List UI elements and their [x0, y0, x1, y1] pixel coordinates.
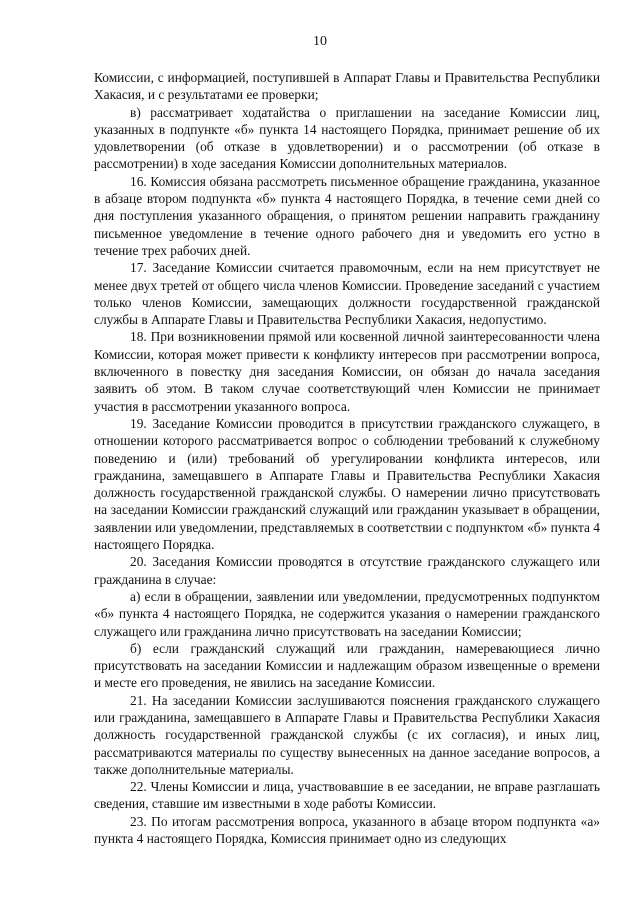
paragraph: 18. При возникновении прямой или косвенной личной заинтересованности члена Комиссии, которая может привести к конфликту интересов при рассмотрении вопроса, включенного в повестку дня заседания Комиссии, он обязан до начала заседания заявить об этом. В таком случае соответствующий член Комиссии не принимает участия в рассмотрении указанного вопроса. — [94, 329, 600, 414]
paragraph: 20. Заседания Комиссии проводятся в отсутствие гражданского служащего или гражданина в случае: — [94, 554, 600, 587]
document-body — [94, 69, 600, 847]
paragraph: 19. Заседание Комиссии проводится в присутствии гражданского служащего, в отношении которого рассматривается вопрос о соблюдении требований к служебному поведению и (или) требований об урегулировании конфликта интересов, или гражданина, замещавшего в Аппарате Главы и Правительства Республики Хакасия должность государственной гражданской службы. О намерении лично присутствовать на заседании Комиссии гражданский служащий или гражданин указывает в обращении, заявлении или уведомлении, представляемых в соответствии с подпунктом «б» пункта 4 настоящего Порядка. — [94, 415, 600, 553]
paragraph: 16. Комиссия обязана рассмотреть письменное обращение гражданина, указанное в абзаце втором подпункта «б» пункта 4 настоящего Порядка, в течение семи дней со дня поступления указанного обращения, о принятом решении направить гражданину письменное уведомление в течение одного рабочего дня и уведомить его устно в течение трех рабочих дней. — [94, 173, 600, 258]
paragraph: 17. Заседание Комиссии считается правомочным, если на нем присутствует не менее двух третей от общего числа членов Комиссии. Проведение заседаний с участием только членов Комиссии, замещающих должности государственной гражданской службы в Аппарате Главы и Правительства Республики Хакасия, недопустимо. — [94, 260, 600, 328]
paragraph: а) если в обращении, заявлении или уведомлении, предусмотренных подпунктом «б» пункта 4 настоящего Порядка, не содержится указания о намерении гражданского служащего или гражданина лично присутствовать на заседании Комиссии; — [94, 588, 600, 639]
paragraph: Комиссии, с информацией, поступившей в Аппарат Главы и Правительства Республики Хакасия, и с результатами ее проверки; — [94, 70, 600, 103]
paragraph: 21. На заседании Комиссии заслушиваются пояснения гражданского служащего или гражданина, замещавшего в Аппарате Главы и Правительства Республики Хакасия должность государственной гражданской службы (с их согласия), и иных лиц, рассматриваются материалы по существу вынесенных на данное заседание вопросов, а также дополнительные материалы. — [94, 692, 600, 777]
paragraph: в) рассматривает ходатайства о приглашении на заседание Комиссии лиц, указанных в подпункте «б» пункта 14 настоящего Порядка, принимает решение об их удовлетворении (об отказе в удовлетворении) и о рассмотрении (об отказе в рассмотрении) в ходе заседания Комиссии дополнительных материалов. — [94, 104, 600, 172]
paragraph: 22. Члены Комиссии и лица, участвовавшие в ее заседании, не вправе разглашать сведения, ставшие им известными в ходе работы Комиссии. — [94, 779, 600, 812]
paragraph: б) если гражданский служащий или гражданин, намеревающиеся лично присутствовать на заседании Комиссии и надлежащим образом извещенные о времени и месте его проведения, не явились на заседание Комиссии. — [94, 640, 600, 691]
paragraph: 23. По итогам рассмотрения вопроса, указанного в абзаце втором подпункта «а» пункта 4 настоящего Порядка, Комиссия принимает одно из следующих — [94, 813, 600, 847]
page-number: 10 — [313, 34, 327, 49]
